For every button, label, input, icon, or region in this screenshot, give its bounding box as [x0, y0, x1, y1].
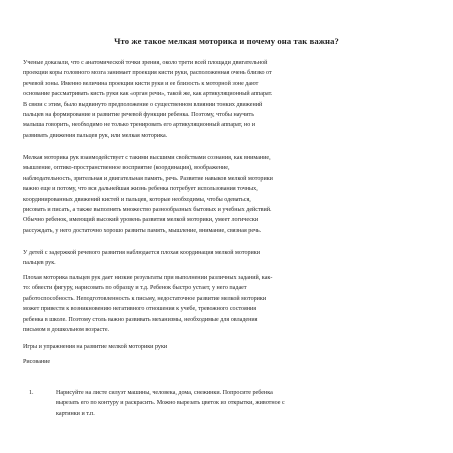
text-line: картинки и т.п.	[56, 410, 95, 417]
text-line: Рисование	[23, 359, 51, 365]
section-heading-games	[23, 342, 431, 352]
paragraph-poor-motor-skills	[23, 273, 431, 335]
text-line: Плохая моторика пальцев рук дает низкие результаты при выполнении различных заданий, как-	[23, 275, 273, 281]
document-title: Что же такое мелкая моторика и почему она так важна?	[114, 36, 339, 46]
text-line: вырезать его по контуру и раскрасить. Можно вырезать цветок из открытки, животное с	[56, 400, 285, 407]
text-line: Ученые доказали, что с анатомической точки зрения, около трети всей площади двигательной	[23, 60, 268, 66]
list-item-text	[56, 388, 431, 419]
paragraph-speech-delay	[23, 248, 431, 269]
text-line: пальцев рук.	[23, 260, 56, 267]
text-line: письмом в дошкольном возрасте.	[23, 327, 110, 334]
text-line: важно еще и потому, что вся дальнейшая жизнь ребенка потребует использования точных,	[23, 186, 258, 193]
text-line: речевой зоны. Именно величина проекции кисти руки и ее близость к моторной зоне дают	[23, 80, 259, 87]
text-line: ребенка в школе. Поэтому столь важно развивать механизмы, необходимые для овладения	[23, 316, 258, 323]
text-line: Нарисуйте на листе силуэт машины, человека, дома, снежинки. Попросите ребенка	[56, 390, 273, 396]
text-line: наблюдательность, зрительная и двигательная память, речь. Развитие навыков мелкой моторики	[23, 175, 273, 182]
text-line: работоспособность. Неподготовленность к письму, недостаточное развитие мелкой моторики	[23, 295, 267, 302]
list-item-number: 1.	[29, 390, 34, 396]
text-line: может привести к возникновению негативного отношения к учебе, тревожного состояния	[23, 306, 257, 313]
paragraph-hand-projection	[23, 58, 431, 141]
text-line: основание рассматривать кисть руки как «орган речи», такой же, как артикуляционный аппарат.	[23, 91, 273, 98]
text-line: координированных движений кистей и пальцев, которые необходимы, чтобы одеваться,	[23, 196, 251, 203]
paragraph-motor-skills-interaction	[23, 153, 431, 236]
text-line: Обычно ребенок, имеющий высокий уровень развития мелкой моторики, умеет логически	[23, 217, 259, 224]
text-line: малыша говорить, необходимо не только тренировать его артикуляционный аппарат, но и	[23, 122, 256, 129]
text-line: проекции коры головного мозга занимает проекция кисти руки, расположенная очень близко от	[23, 70, 272, 77]
text-line: Мелкая моторика рук взаимодействует с такими высшими свойствами сознания, как внимание,	[23, 155, 271, 161]
text-line: У детей с задержкой речевого развития наблюдается плохая координация мелкой моторики	[23, 250, 261, 256]
section-heading-drawing	[23, 357, 431, 367]
text-line: развивать движения пальцев рук, или мелкая моторика.	[23, 132, 168, 139]
text-line: В связи с этим, было выдвинуто предположение о существенном влиянии тонких движений	[23, 101, 263, 108]
text-line: мышление, оптико-пространственное восприятие (координация), воображение,	[23, 165, 230, 172]
text-line: пальцев на формирование и развитие речевой функции ребенка. Поэтому, чтобы научить	[23, 112, 254, 119]
text-line: Игры и упражнения на развитие мелкой моторики руки	[23, 344, 168, 350]
text-line: то: обвести фигуру, нарисовать по образцу и т.д. Ребенок быстро устает, у него падает	[23, 285, 247, 292]
text-line: рассуждать, у него достаточно хорошо развиты память, мышление, внимание, связная речь.	[23, 227, 262, 234]
text-line: рисовать и писать, а также выполнять множество разнообразных бытовых и учебных действий.	[23, 207, 272, 214]
